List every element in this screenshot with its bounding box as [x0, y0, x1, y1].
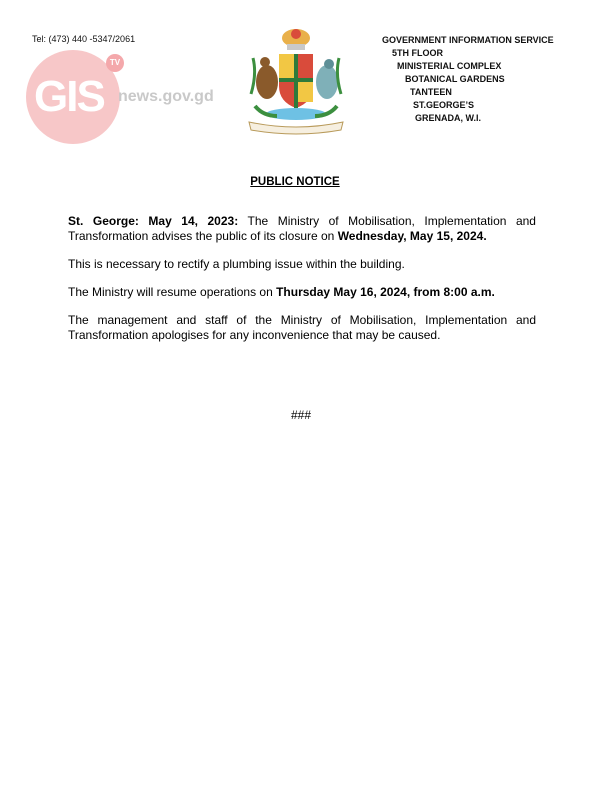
notice-body — [68, 214, 536, 356]
closure-date: Wednesday, May 15, 2024. — [337, 229, 487, 243]
paragraph-reason: This is necessary to rectify a plumbing issue within the building. — [68, 257, 405, 271]
gis-logo-text: GIS — [34, 72, 104, 121]
address-line: BOTANICAL GARDENS — [405, 74, 505, 84]
grenada-coat-of-arms-icon — [243, 24, 349, 136]
paragraph-resume — [68, 285, 536, 300]
gis-website: news.gov.gd — [118, 88, 214, 105]
gis-tv-badge: TV — [106, 54, 124, 72]
resume-text: The Ministry will resume operations on — [68, 285, 277, 299]
address-line: TANTEEN — [410, 87, 452, 97]
dateline: St. George: May 14, 2023: — [68, 214, 239, 228]
paragraph-apology: The management and staff of the Ministry of Mobilisation, Implementation and Transformation apologises for any inconvenience that may be caused. — [68, 313, 536, 342]
notice-title: PUBLIC NOTICE — [250, 176, 340, 188]
address-line: GRENADA, W.I. — [415, 113, 482, 123]
telephone-number: Tel: (473) 440 -5347/2061 — [32, 34, 136, 44]
paragraph-closure — [68, 214, 536, 244]
end-mark: ### — [290, 408, 312, 422]
address-line: 5TH FLOOR — [392, 48, 443, 58]
address-line: MINISTERIAL COMPLEX — [397, 61, 502, 71]
address-block — [382, 34, 554, 125]
address-line: GOVERNMENT INFORMATION SERVICE — [382, 35, 554, 45]
gis-logo — [26, 50, 216, 146]
address-line: ST.GEORGE’S — [413, 100, 475, 110]
resume-date: Thursday May 16, 2024, from 8:00 a.m. — [276, 285, 495, 299]
closure-text: The Ministry of Mobilisation, Implementation and Transformation advises the public of its closure on — [68, 214, 536, 243]
